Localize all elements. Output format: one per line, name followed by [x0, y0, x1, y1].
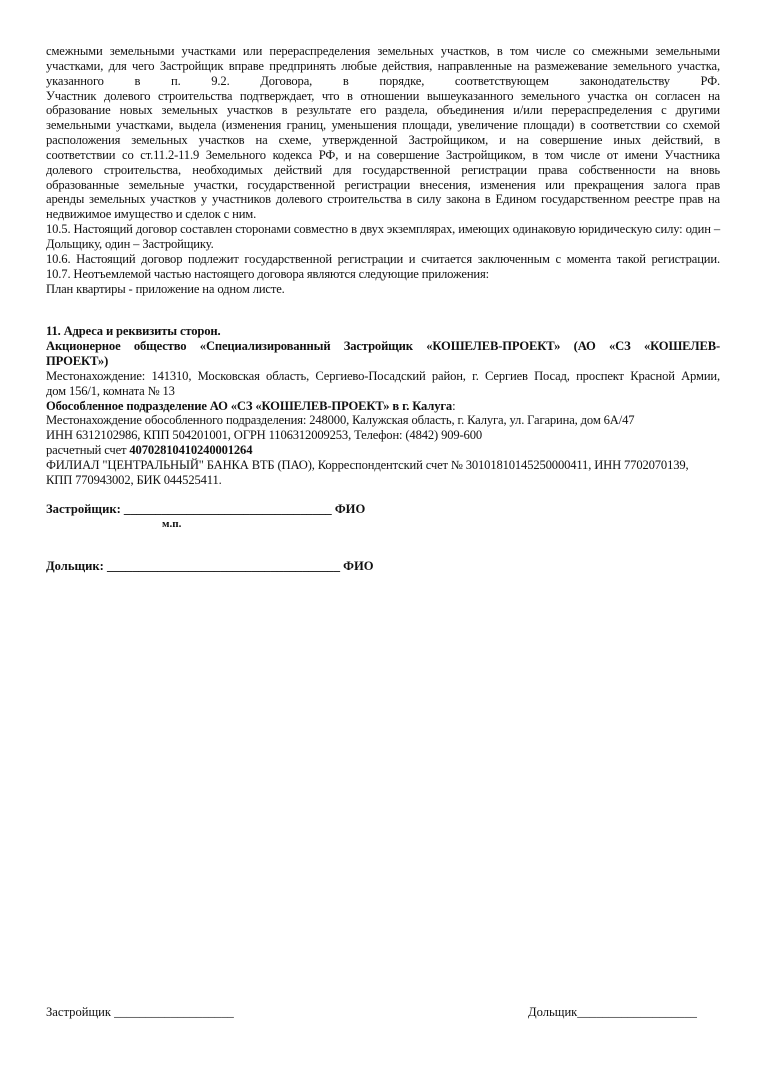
branch-name: Обособленное подразделение АО «СЗ «КОШЕЛЕВ-ПРОЕКТ» в г. Калуга	[46, 398, 453, 413]
text-line: образованные земельные участки, государственной регистрации внесения, изменения или прекращения залога прав	[46, 177, 720, 192]
appendix-line: План квартиры - приложение на одном листе.	[46, 281, 285, 296]
text-line: земельными участками, выдела (изменения границ, уменьшения площади, увеличение площади) в соответствии со схемой	[46, 118, 720, 133]
text-line: долевого строительства, необходимых действий для государственной регистрации права собственности на вновь	[46, 162, 720, 177]
text-line: Участник долевого строительства подтверждает, что в отношении вышеуказанного земельного участка он согласен на	[46, 88, 720, 103]
document-body	[46, 44, 720, 574]
footer-participant-signature: Дольщик___________________	[528, 1005, 697, 1019]
clause-10-5: Дольщику, один – Застройщику.	[46, 236, 214, 251]
company-address: дом 156/1, комната № 13	[46, 383, 175, 398]
text-line: образование новых земельных участков в результате его раздела, объединения и/или перераспределения с другими	[46, 103, 720, 118]
bank-details: КПП 770943002, БИК 044525411.	[46, 472, 222, 487]
developer-signature-line: Застройщик: _________________________________ ФИО	[46, 501, 366, 516]
text-line: указанного в п. 9.2. Договора, в порядке, соответствующем законодательству РФ.	[46, 73, 720, 88]
text-line: аренды земельных участков у участников долевого строительства в силу закона в Едином государственном реестре прав на	[46, 192, 720, 207]
clause-10-6: 10.6. Настоящий договор подлежит государственной регистрации и считается заключенным с момента такой регистрации.	[46, 251, 720, 266]
company-name: Акционерное общество «Специализированный Застройщик «КОШЕЛЕВ-ПРОЕКТ» (АО «СЗ «КОШЕЛЕВ-	[46, 339, 720, 354]
branch-address: Местонахождение обособленного подразделения: 248000, Калужская область, г. Калуга, ул. Гагарина, дом 6А/47	[46, 413, 635, 428]
section-11-requisites	[46, 324, 720, 487]
company-address: Местонахождение: 141310, Московская область, Сергиево-Посадский район, г. Сергиев Посад, проспект Красной Армии,	[46, 368, 720, 383]
company-ids: ИНН 6312102986, КПП 504201001, ОГРН 1106312009253, Телефон: (4842) 909-600	[46, 428, 482, 443]
branch-title	[46, 399, 720, 414]
text-line: соответствии со ст.11.2-11.9 Земельного кодекса РФ, и на совершение Застройщиком, в том числе от имени Участника	[46, 147, 720, 162]
section-title: 11. Адреса и реквизиты сторон.	[46, 324, 221, 339]
account-number: 40702810410240001264	[129, 443, 253, 458]
clause-10-7: 10.7. Неотъемлемой частью настоящего договора являются следующие приложения:	[46, 266, 490, 281]
company-name: ПРОЕКТ»)	[46, 354, 109, 369]
stamp-label: м.п.	[162, 517, 182, 530]
text-line: расположения земельных участков на схеме, утвержденной Застройщиком, и на совершение иных действий, в	[46, 133, 720, 148]
account-label: расчетный счет	[46, 443, 130, 458]
colon: :	[452, 398, 456, 413]
clause-10-4-text	[46, 44, 720, 296]
text-line: смежными земельными участками или перераспределения земельных участков, в том числе со смежными земельными	[46, 44, 720, 58]
participant-signature-line: Дольщик: _____________________________________ ФИО	[46, 558, 374, 573]
account-line	[46, 443, 720, 458]
footer-developer-signature: Застройщик ___________________	[46, 1005, 234, 1019]
clause-10-5: 10.5. Настоящий договор составлен сторонами совместно в двух экземплярах, имеющих одинаковую юридическую силу: один –	[46, 222, 720, 237]
bank-details: ФИЛИАЛ "ЦЕНТРАЛЬНЫЙ" БАНКА ВТБ (ПАО), Корреспондентский счет № 30101810145250000411, ИНН 7702070139,	[46, 457, 689, 472]
text-line: недвижимое имущество и сделок с ним.	[46, 207, 257, 222]
text-line: участками, для чего Застройщик вправе предпринять любые действия, направленные на размежевание земельного участка,	[46, 58, 720, 73]
